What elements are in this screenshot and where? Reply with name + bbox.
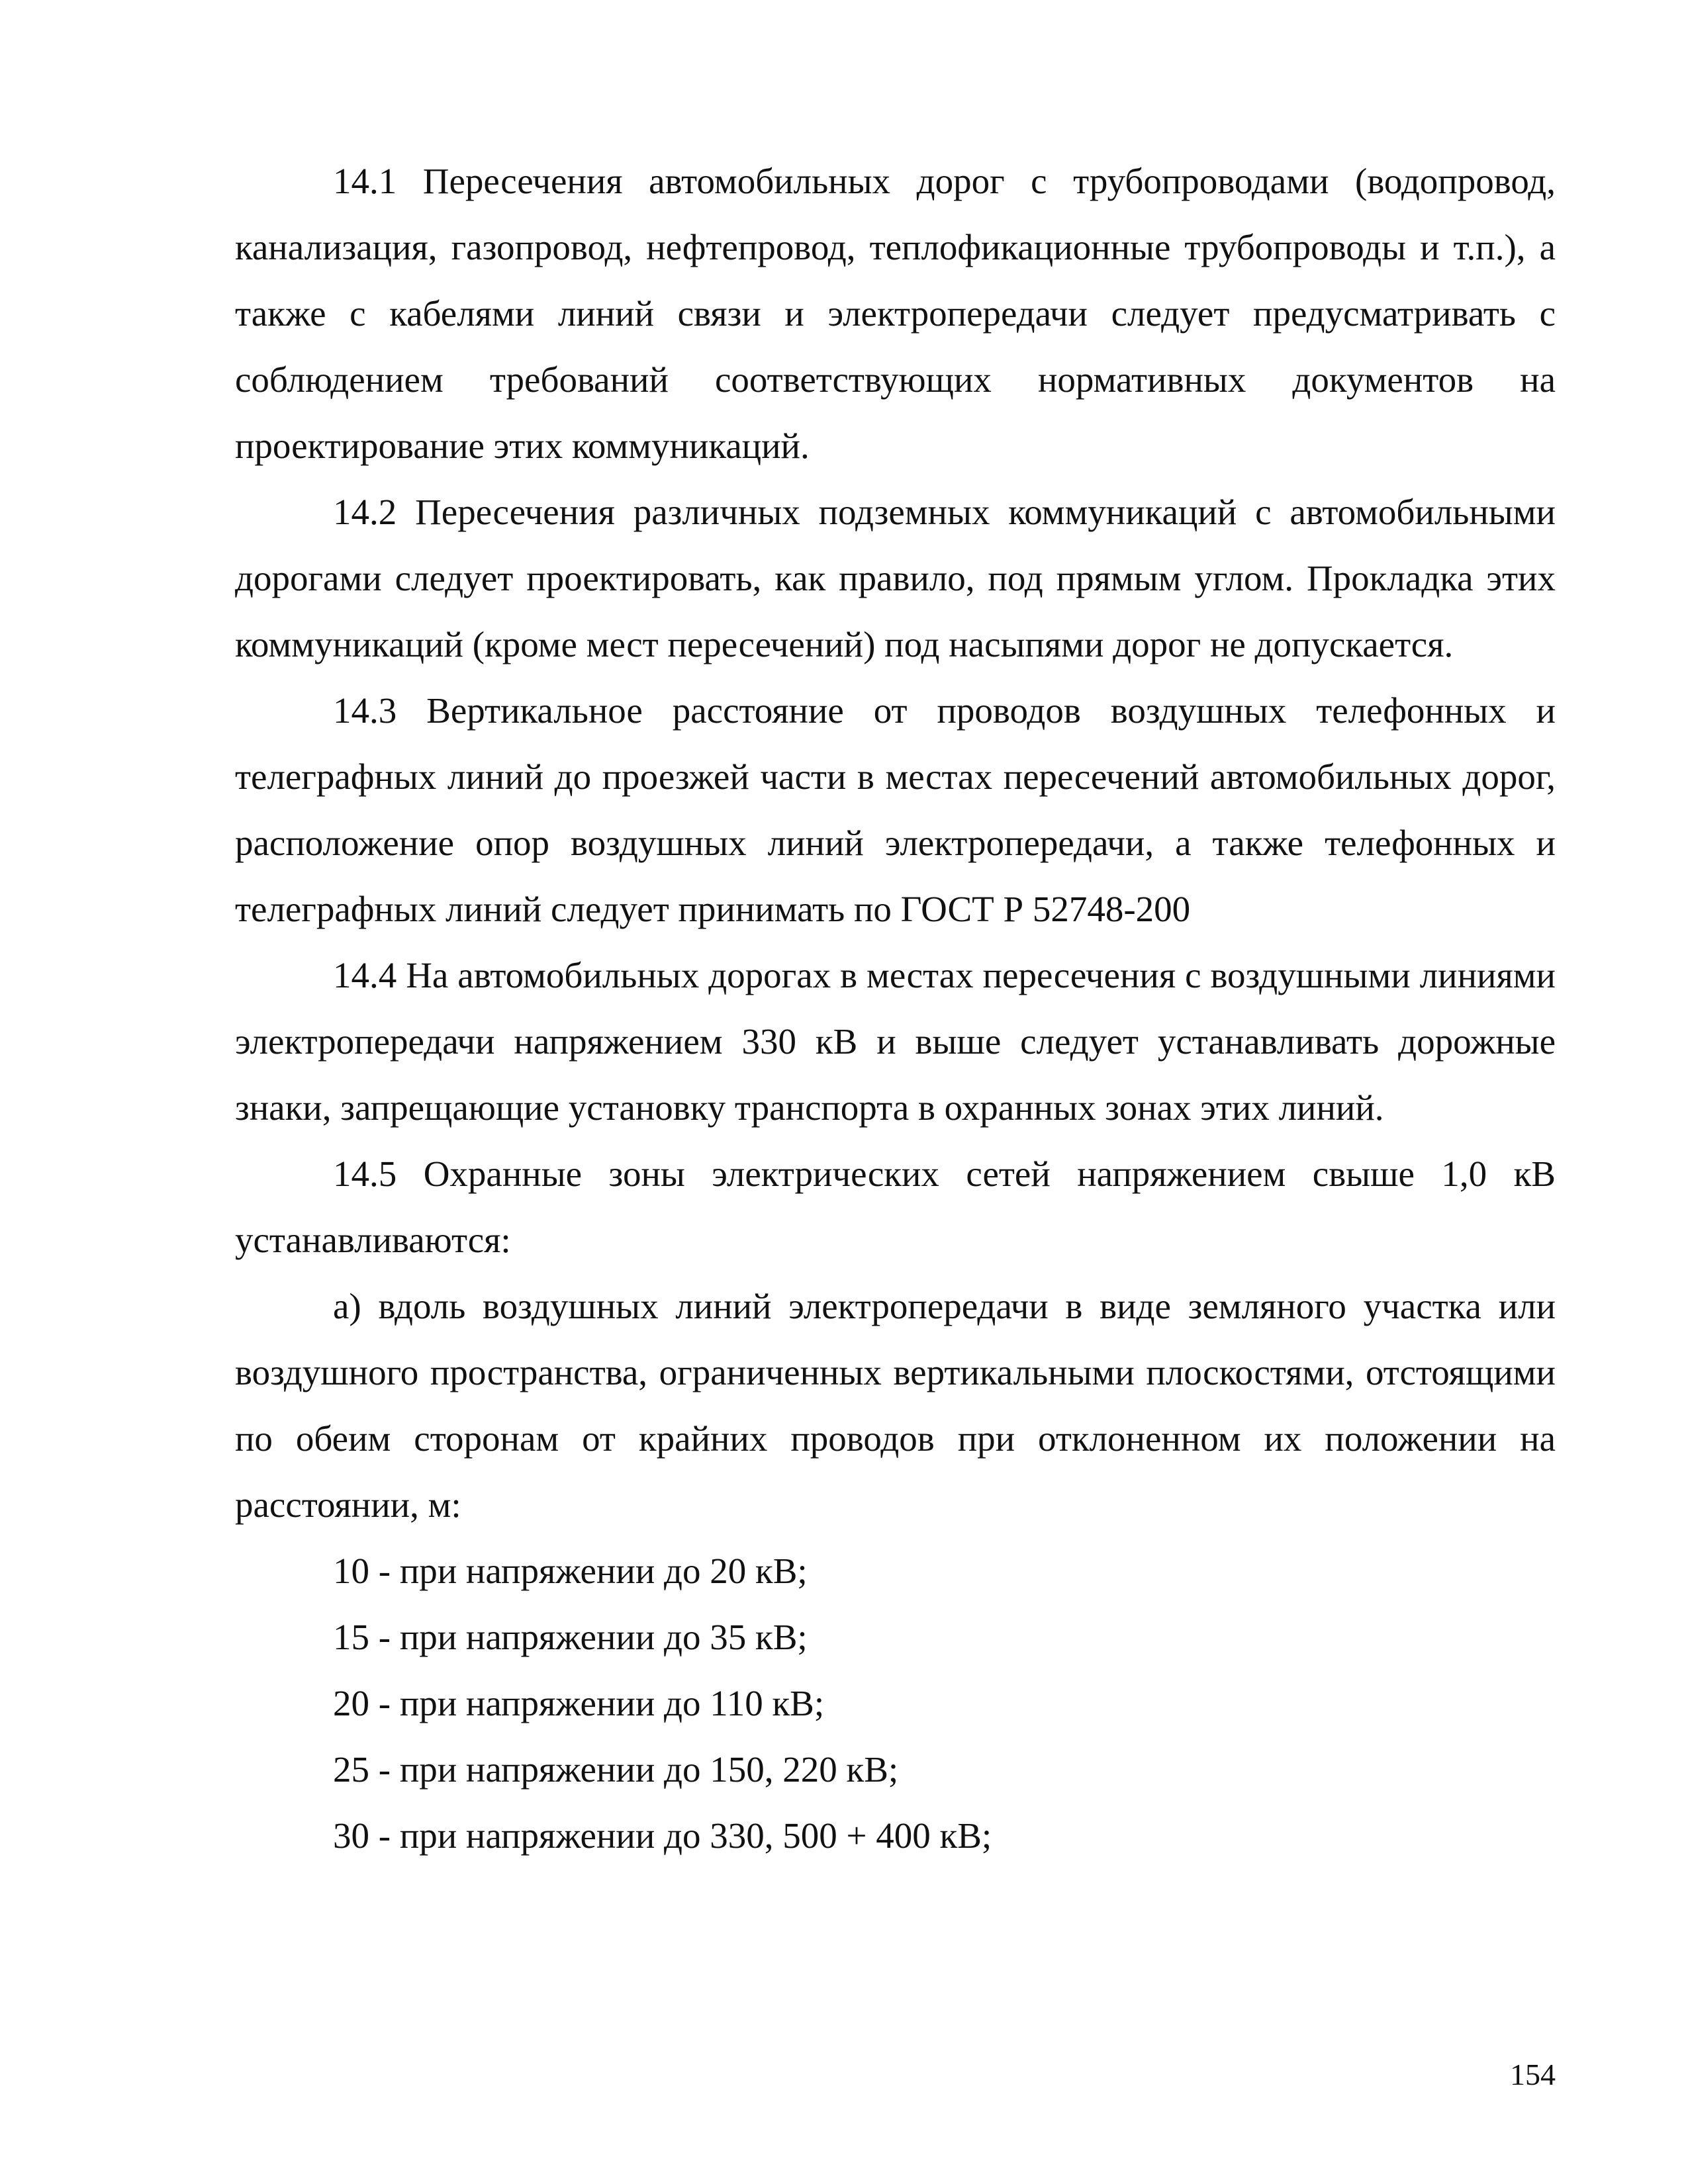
paragraph-14-1: 14.1 Пересечения автомобильных дорог с трубопроводами (водопровод, канализация, газопровод, нефтепровод, теплофикационные трубопроводы и т.п.), а также с кабелями линий связи и электропередачи следует предусматривать с соблюдением требований соответствующих нормативных документов на проектирование этих коммуникаций. xyxy=(235,161,1556,466)
page-body xyxy=(235,148,1556,1869)
page-number: 154 xyxy=(1510,2058,1556,2091)
paragraph-14-4: 14.4 На автомобильных дорогах в местах пересечения с воздушными линиями электропередачи напряжением 330 кВ и выше следует устанавливать дорожные знаки, запрещающие установку транспорта в охранных зонах этих линий. xyxy=(235,955,1556,1128)
paragraph-14-5: 14.5 Охранные зоны электрических сетей напряжением свыше 1,0 кВ устанавливаются: xyxy=(235,1154,1556,1260)
list-item: 30 - при напряжении до 330, 500 + 400 кВ; xyxy=(333,1815,992,1856)
list-item: 25 - при напряжении до 150, 220 кВ; xyxy=(333,1749,899,1790)
list-item: 15 - при напряжении до 35 кВ; xyxy=(333,1617,808,1657)
paragraph-14-2: 14.2 Пересечения различных подземных коммуникаций с автомобильными дорогами следует проектировать, как правило, под прямым углом. Прокладка этих коммуникаций (кроме мест пересечений) под насыпями дорог не допускается. xyxy=(235,492,1556,664)
list-item: 10 - при напряжении до 20 кВ; xyxy=(333,1551,808,1591)
paragraph-14-5-a: а) вдоль воздушных линий электропередачи в виде земляного участка или воздушного пространства, ограниченных вертикальными плоскостями, отстоящими по обеим сторонам от крайних проводов при отклоненном их положении на расстоянии, м: xyxy=(235,1286,1556,1525)
list-item: 20 - при напряжении до 110 кВ; xyxy=(333,1683,825,1723)
voltage-distance-list xyxy=(235,1538,1556,1869)
paragraph-14-3: 14.3 Вертикальное расстояние от проводов воздушных телефонных и телеграфных линий до проезжей части в местах пересечений автомобильных дорог, расположение опор воздушных линий электропередачи, а также телефонных и телеграфных линий следует принимать по ГОСТ Р 52748-200 xyxy=(235,690,1556,929)
